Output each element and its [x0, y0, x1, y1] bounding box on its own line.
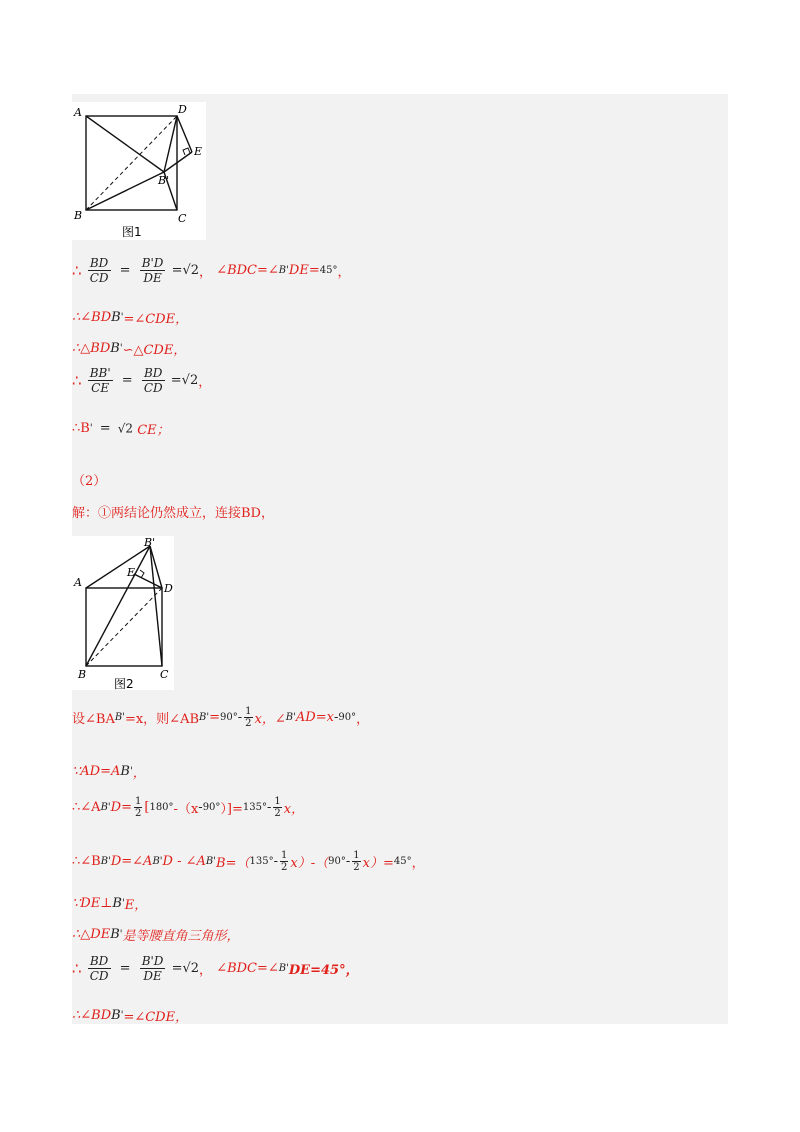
- fig1-label-C: C: [178, 212, 187, 225]
- p2l1-frac: [244, 706, 252, 729]
- p1l1-comma: ，: [199, 265, 213, 280]
- p2l3-fd2: 2: [274, 808, 281, 819]
- p2l4-m2: -: [345, 854, 351, 869]
- p1l2-a: ∴∠BD: [72, 310, 112, 325]
- p1-line-4: [72, 366, 211, 395]
- p2l7-comma: ，: [199, 963, 213, 978]
- p2l6-c: 是等腰直角三角形，: [122, 929, 240, 944]
- p1l4-end: ，: [198, 375, 212, 390]
- p2-heading-text: （2）: [72, 474, 107, 489]
- p1l1-b: B: [278, 265, 287, 276]
- p2l1-sup: ': [122, 712, 125, 723]
- p2l5-a: ∵DE⊥: [72, 896, 113, 911]
- p2l3-sup: ': [107, 802, 111, 813]
- p2l1-minus2: -: [333, 710, 339, 725]
- fig2-label-C: C: [160, 668, 169, 681]
- p1-line-2: [72, 308, 188, 327]
- figure-1-diagram: [72, 102, 206, 240]
- p2l1-sup3: ': [293, 712, 296, 723]
- p1l1-angle-end: DE=: [288, 263, 320, 278]
- p2l5-b: B: [112, 896, 122, 911]
- p2l3-b: B: [100, 802, 108, 813]
- p2l7-eq: =: [119, 961, 131, 976]
- p2l4-d: B: [152, 856, 160, 867]
- p1l5-a: ∴B: [72, 421, 90, 436]
- p1l5-sup: ': [89, 423, 93, 434]
- p1l4-f1-num: BB': [89, 366, 111, 380]
- p1l4-f2-den: CD: [143, 381, 163, 395]
- p2-line-8: [72, 1006, 188, 1025]
- p1l2-sup: ': [120, 312, 124, 323]
- fig2-label-A: A: [74, 576, 82, 589]
- p2l8-a: ∴∠BD: [72, 1008, 112, 1023]
- p2l4-sup: ': [108, 856, 111, 867]
- p2l4-fd: 2: [280, 862, 288, 873]
- p1l1-eq: =: [119, 263, 131, 278]
- p1l1-f1-den: CD: [89, 271, 109, 285]
- p1l1-f2-den: DE: [143, 271, 162, 285]
- p1l1-angle: ∠BDC=∠: [216, 263, 279, 278]
- p1l3-b: B: [110, 341, 120, 356]
- p2l3-m2: -: [198, 800, 203, 815]
- p1l3-bb: ∽△CDE，: [122, 343, 187, 358]
- fig1-caption: 图1: [122, 225, 142, 239]
- p2l1-g: B: [285, 712, 294, 723]
- fig1-label-B: B: [74, 209, 83, 222]
- p2l1-end: ，: [356, 712, 370, 727]
- p1l4-therefore: ∴: [72, 371, 82, 390]
- p2l2-a: ∵AD=A: [72, 764, 121, 779]
- p2l1-d: B: [199, 712, 207, 723]
- p2l4-g: B=（: [216, 856, 250, 871]
- p2l4-fn: 1: [280, 850, 288, 861]
- p2l7-f2-num: B'D: [141, 954, 164, 968]
- p2l3-c: D=: [110, 800, 132, 815]
- p2-line-3: [72, 796, 304, 819]
- fig2-label-Bprime: B': [144, 536, 156, 549]
- p2l6-sup: ': [119, 929, 123, 940]
- p2l4-e: D - ∠A: [162, 854, 206, 869]
- p2l7-f2-den: DE: [143, 969, 162, 983]
- p2l4-frac: [280, 850, 288, 873]
- p2l3-fn: 1: [135, 796, 142, 807]
- p1l5-root: √2: [117, 421, 134, 436]
- p2l5-sup: ': [121, 898, 125, 909]
- p2l1-minus: -: [237, 710, 243, 725]
- fig2-label-E: E: [127, 566, 136, 579]
- p2l4-i: x）=: [362, 856, 394, 871]
- p2l3-m3: -: [266, 800, 272, 815]
- p2l6-b: B: [110, 927, 120, 942]
- p2l7-angle: ∠BDC=∠: [216, 961, 279, 976]
- p2-line-7: [72, 954, 359, 983]
- p1l5-b: CE；: [137, 423, 170, 438]
- p2l5-c: E，: [124, 898, 148, 913]
- p1-line-1: [72, 256, 350, 285]
- p1-line-3: [72, 339, 186, 358]
- p2l1-f: x，∠: [254, 712, 286, 727]
- p2l1-c: =x，则∠AB: [124, 712, 200, 727]
- p2l1-fn: 1: [245, 706, 252, 717]
- p2l7-f1-num: BD: [88, 954, 111, 969]
- p2l3-frac2: [273, 796, 281, 819]
- p2l3-fd: 2: [135, 808, 142, 819]
- p2l1-sup2: ': [206, 712, 210, 723]
- p2l3-e: ）]=: [220, 802, 243, 817]
- p2-line-2: [72, 762, 146, 781]
- p2l4-sup3: ': [213, 856, 217, 867]
- p2l4-b: B: [100, 856, 109, 867]
- p2-line-6: [72, 925, 240, 944]
- fig2-label-B: B: [78, 668, 87, 681]
- p2l2-sup: ': [129, 766, 133, 777]
- p1l1-rhs: =√2: [171, 263, 200, 278]
- p1l3-a: ∴△BD: [72, 341, 111, 356]
- p2l1-b: B: [114, 712, 123, 723]
- p2-heading: [72, 470, 106, 489]
- fig2-caption: 图2: [114, 677, 134, 690]
- p1l2-bb: =∠CDE，: [123, 312, 189, 327]
- p2l3-f: x，: [283, 802, 305, 817]
- p2l2-end: ，: [132, 766, 146, 781]
- p2l7-rhs: =√2: [171, 961, 200, 976]
- fig1-label-Bprime: B': [158, 174, 170, 187]
- p2l4-end: ，: [411, 856, 425, 871]
- p1l5-eq: =: [99, 421, 111, 436]
- p1-line-5: [72, 419, 170, 438]
- p1l4-frac1: [88, 366, 113, 395]
- p2l8-sup: ': [120, 1010, 124, 1021]
- figure-1: [72, 102, 206, 240]
- p2l3-v1: 180°: [149, 802, 174, 813]
- p2l3-frac: [134, 796, 142, 819]
- solution-panel: [72, 94, 728, 1024]
- p1l1-dot: ': [286, 265, 289, 276]
- p2l3-a: ∴∠A: [72, 800, 101, 815]
- p2l7-b: B: [278, 963, 287, 974]
- p2l7-therefore: ∴: [72, 959, 82, 978]
- p1l4-frac2: [142, 366, 165, 395]
- p2l4-a: ∴∠B: [72, 854, 101, 869]
- p1l4-eq: =: [121, 373, 133, 388]
- figure-2: [72, 536, 174, 690]
- figure-2-diagram: [72, 536, 174, 690]
- p2-intro: [72, 502, 274, 521]
- p2l4-v3: 45°: [393, 856, 412, 867]
- fig2-label-D: D: [164, 582, 173, 595]
- p2l1-e: =: [209, 710, 221, 725]
- p2l3-v3: 135°: [242, 802, 267, 813]
- p1l1-therefore: ∴: [72, 261, 82, 280]
- p2l8-b: B: [111, 1008, 121, 1023]
- p1l1-f2-num: B'D: [141, 256, 164, 270]
- p2l4-fd2: 2: [353, 862, 360, 873]
- p1l4-rhs: =√2: [170, 373, 199, 388]
- fig1-label-E: E: [194, 145, 203, 158]
- p1l1-f1-num: BD: [88, 256, 111, 271]
- p1l1-frac1: [88, 256, 111, 285]
- p2l1-fd: 2: [245, 718, 252, 729]
- p2l7-f1-den: CD: [89, 969, 109, 983]
- p1l4-f1-den: CE: [91, 381, 110, 395]
- p2l4-fn2: 1: [353, 850, 360, 861]
- p2l7-frac1: [88, 954, 111, 983]
- p2l3-d: [: [144, 800, 150, 815]
- p2l4-f: B: [205, 856, 214, 867]
- p2-line-5: [72, 894, 147, 913]
- p2l4-v2: 90°: [328, 856, 346, 867]
- p2l4-sup2: ': [159, 856, 163, 867]
- p1l1-val: 45°: [319, 265, 338, 276]
- p2l4-v1: 135°: [249, 856, 274, 867]
- p2l7-angle-end: DE=45°，: [288, 963, 359, 978]
- p2l6-a: ∴△DE: [72, 927, 111, 942]
- p2l2-b: B: [120, 764, 130, 779]
- p2l7-frac2: [140, 954, 166, 983]
- p2l3-v2: 90°: [202, 802, 221, 813]
- p1l3-sup: ': [119, 343, 123, 354]
- p2l7-dot: ': [286, 963, 289, 974]
- p2l4-frac2: [352, 850, 360, 873]
- p2l1-v2: 90°: [338, 712, 357, 723]
- p1l4-f2-num: BD: [142, 366, 165, 381]
- p2l4-h: x）-（: [290, 856, 329, 871]
- p2-line-4: [72, 850, 425, 873]
- p2l3-fn2: 1: [274, 796, 281, 807]
- p2l8-bb: =∠CDE，: [123, 1010, 189, 1025]
- p1l2-b: B: [111, 310, 121, 325]
- p1l1-end: ，: [337, 265, 351, 280]
- fig1-label-A: A: [74, 106, 82, 119]
- p2l4-c: D=∠A: [110, 854, 153, 869]
- p2-line-1: [72, 706, 369, 729]
- fig1-label-D: D: [178, 103, 187, 116]
- p2l1-v1: 90°: [220, 712, 238, 723]
- p2l1-h: AD=x: [295, 710, 334, 725]
- p1l1-frac2: [140, 256, 166, 285]
- p2l3-m: -（x: [173, 802, 199, 817]
- p2-intro-text: 解：①两结论仍然成立，连接BD，: [72, 506, 274, 521]
- p2l1-a: 设∠BA: [72, 712, 115, 727]
- p2l4-m1: -: [273, 854, 278, 869]
